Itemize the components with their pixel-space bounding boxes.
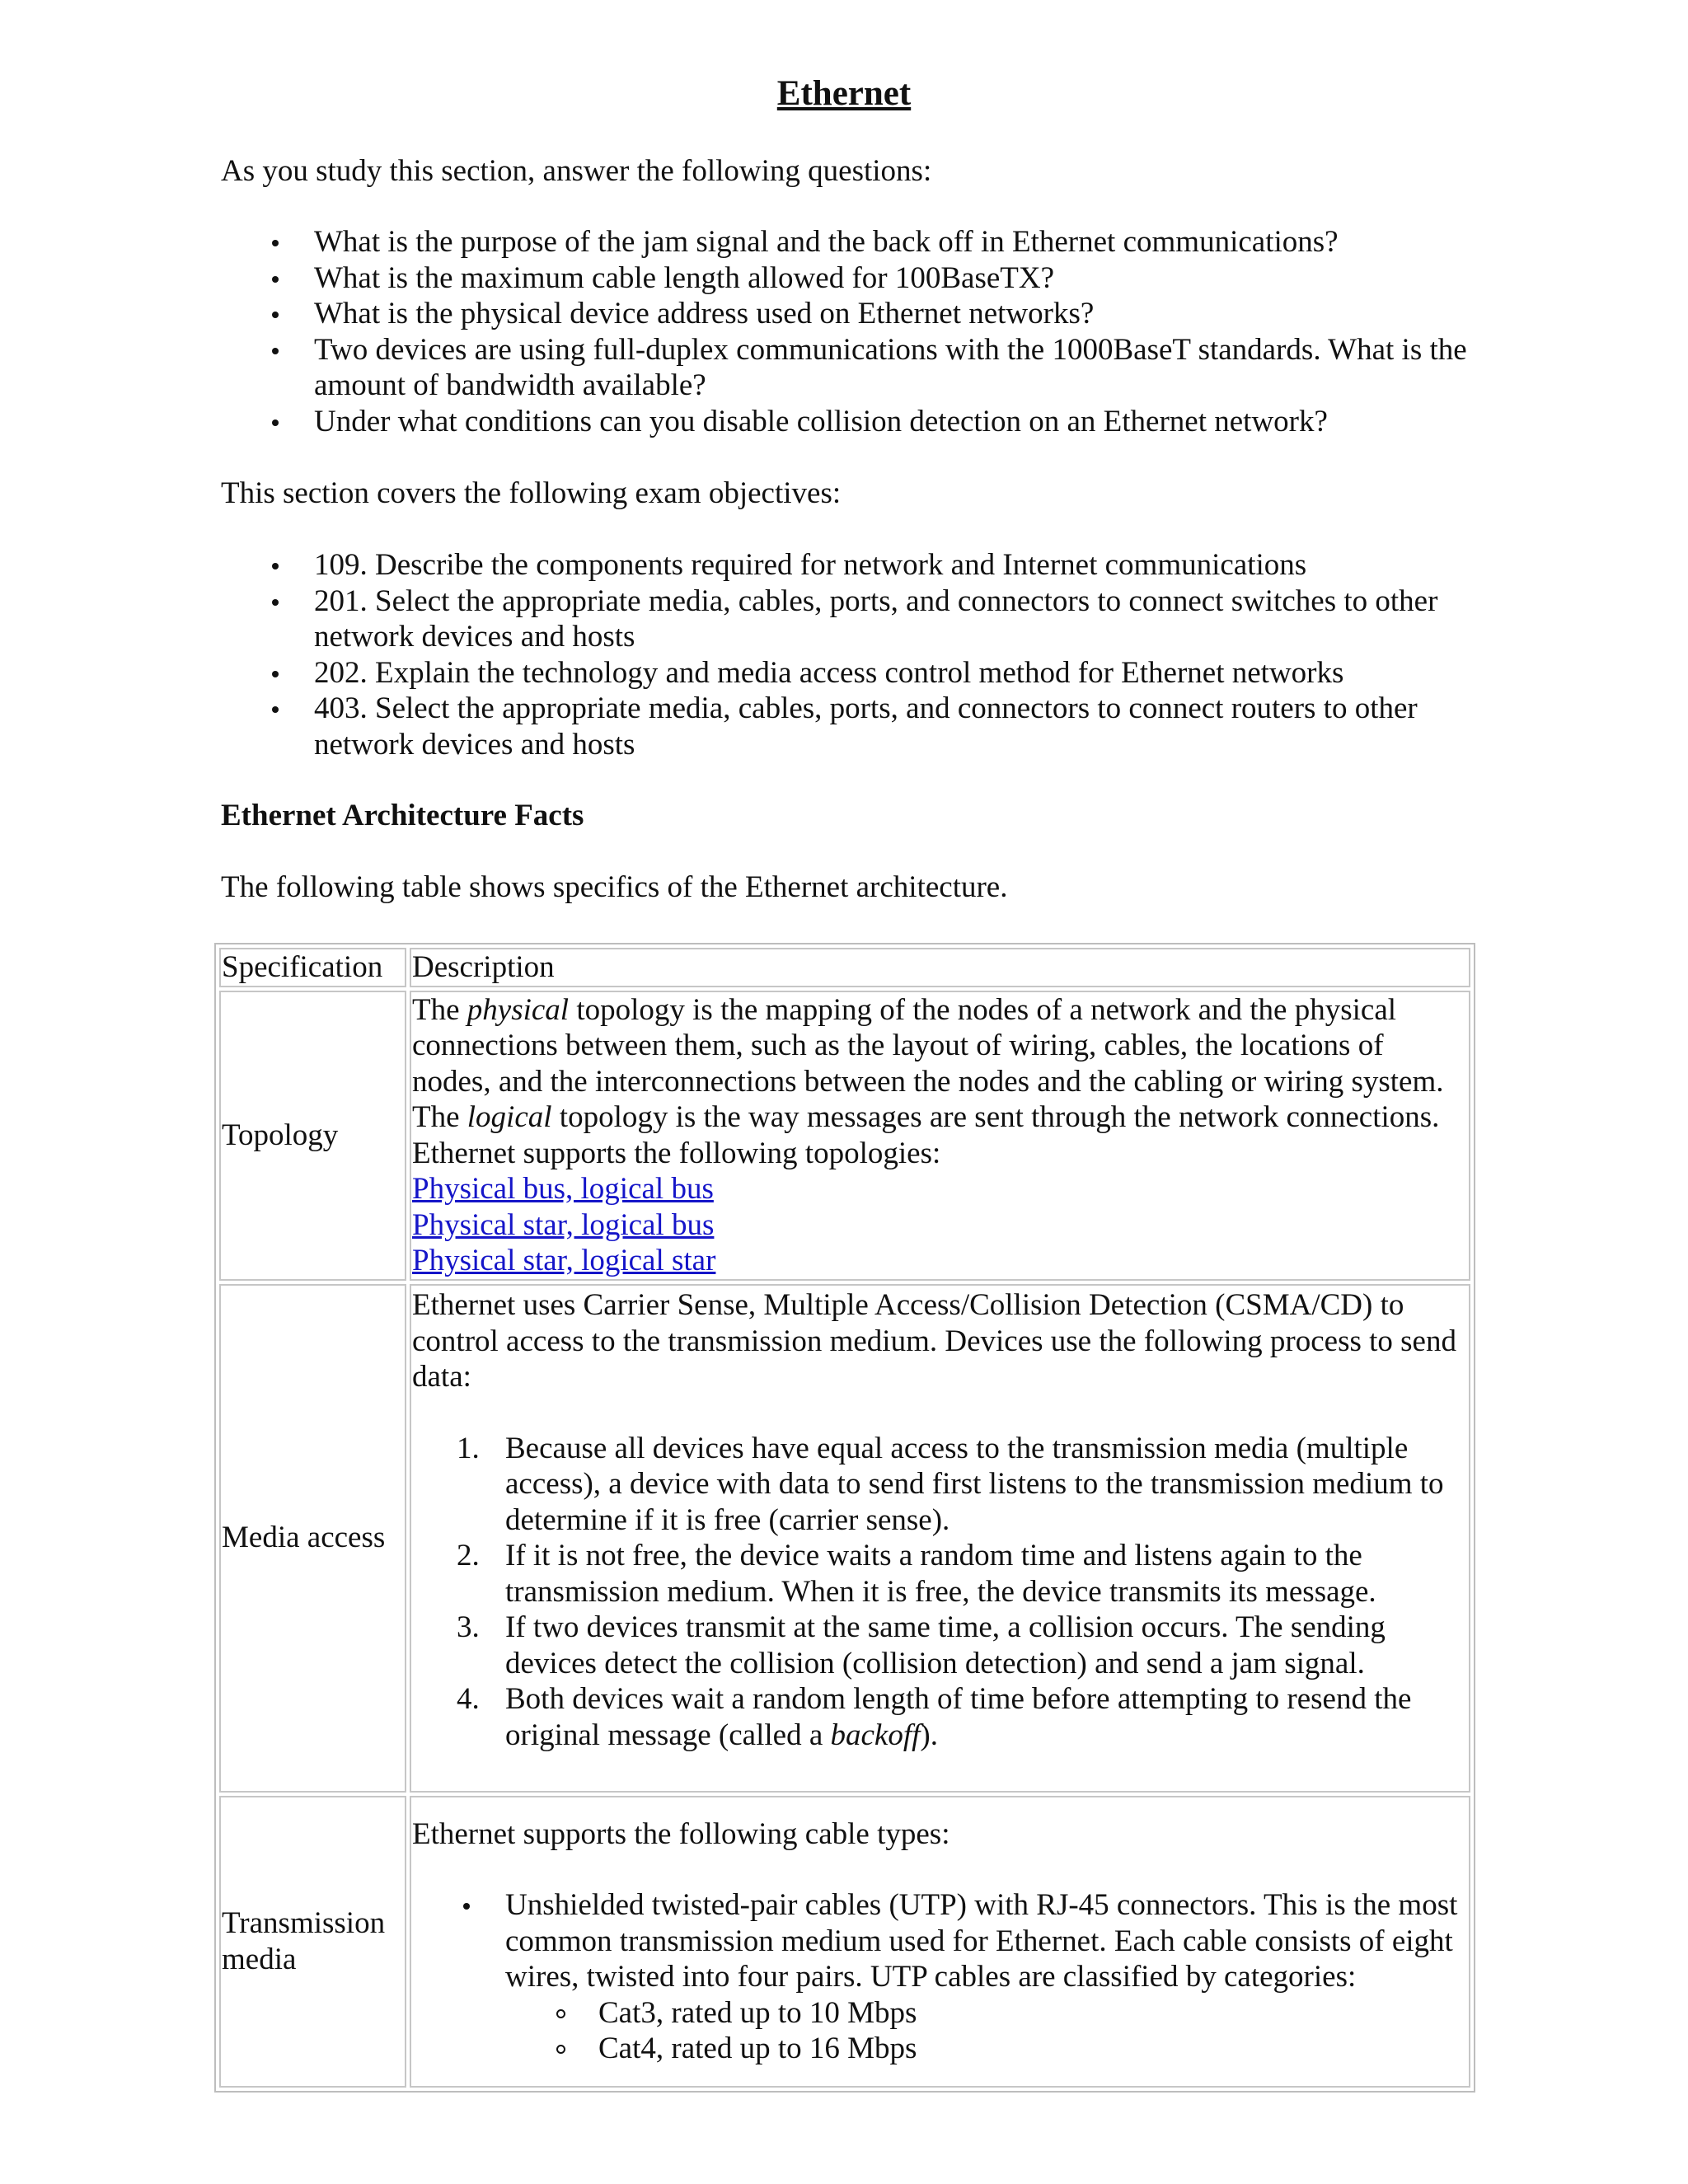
- cable-type-item: Unshielded twisted-pair cables (UTP) with RJ-45 connectors. This is the most common transmission medium used for Ethernet. Each cable consists of eight wires, twisted into four pairs. UTP cables are classified by categories: Cat3, rated up to 10 Mbps Cat4, rated up to 16 Mbps: [412, 1887, 1468, 2067]
- objective-list: [221, 547, 1507, 762]
- spec-topology: Topology: [219, 991, 406, 1281]
- question-item: What is the physical device address used on Ethernet networks?: [221, 296, 1507, 332]
- link-physical-star-logical-star[interactable]: Physical star, logical star: [412, 1244, 716, 1277]
- header-spec: Specification: [219, 948, 406, 987]
- media-access-intro: Ethernet uses Carrier Sense, Multiple Access/Collision Detection (CSMA/CD) to control access to the transmission medium. Devices use the following process to send data:: [412, 1288, 1456, 1394]
- objective-item: 202. Explain the technology and media access control method for Ethernet networks: [221, 655, 1507, 691]
- objective-item: 109. Describe the components required for network and Internet communications: [221, 547, 1507, 583]
- desc-transmission-media: [410, 1796, 1470, 2088]
- category-item: Cat3, rated up to 10 Mbps: [505, 1995, 1468, 2032]
- desc-media-access: [410, 1284, 1470, 1793]
- header-desc: Description: [410, 948, 1470, 987]
- step-item: 1. Because all devices have equal access to the transmission media (multiple access), a device with data to send first listens to the transmission medium to determine if it is free (carrier sense).: [457, 1431, 1444, 1537]
- transmission-intro: Ethernet supports the following cable types:: [412, 1816, 950, 1851]
- topology-text: The physical topology is the mapping of the nodes of a network and the physical connections between them, such as the layout of wiring, cables, the locations of nodes, and the interconnections between the nodes and the cabling or wiring system. The logical topology is the way messages are sent through the network connections. Ethernet supports the following topologies:: [412, 992, 1444, 1170]
- intro-text: As you study this section, answer the following questions:: [221, 154, 932, 188]
- category-item: Cat4, rated up to 16 Mbps: [505, 2031, 1468, 2067]
- question-item: What is the purpose of the jam signal and the back off in Ethernet communications?: [221, 224, 1507, 260]
- step-item: 2. If it is not free, the device waits a random time and listens again to the transmission medium. When it is free, the device transmits its message.: [457, 1539, 1376, 1609]
- link-physical-star-logical-bus[interactable]: Physical star, logical bus: [412, 1207, 715, 1242]
- link-physical-bus-logical-bus[interactable]: Physical bus, logical bus: [412, 1172, 714, 1206]
- facts-heading: Ethernet Architecture Facts: [221, 799, 584, 832]
- question-item: Under what conditions can you disable collision detection on an Ethernet network?: [221, 404, 1507, 440]
- table-row-media-access: [219, 1284, 1470, 1793]
- table-header-row: [219, 948, 1470, 987]
- ethernet-facts-table: [214, 943, 1475, 2093]
- page-title: Ethernet: [776, 74, 912, 113]
- csma-cd-steps: [412, 1431, 1468, 1754]
- table-row-topology: [219, 991, 1470, 1281]
- step-item: 4. Both devices wait a random length of time before attempting to resend the original message (called a backoff).: [457, 1682, 1412, 1752]
- question-item: What is the maximum cable length allowed for 100BaseTX?: [221, 260, 1507, 297]
- table-intro: The following table shows specifics of the Ethernet architecture.: [221, 870, 1008, 904]
- spec-transmission-media: Transmission media: [219, 1796, 406, 2088]
- desc-topology: [410, 991, 1470, 1281]
- step-item: 3. If two devices transmit at the same time, a collision occurs. The sending devices detect the collision (collision detection) and send a jam signal.: [457, 1610, 1386, 1680]
- utp-category-list: [505, 1995, 1468, 2067]
- spec-media-access: Media access: [219, 1284, 406, 1793]
- question-list: [221, 224, 1507, 439]
- objectives-intro: This section covers the following exam objectives:: [221, 476, 842, 510]
- cable-type-list: [412, 1887, 1468, 2067]
- objective-item: 403. Select the appropriate media, cables, ports, and connectors to connect routers to other network devices and hosts: [221, 691, 1507, 762]
- table-row-transmission: [219, 1796, 1470, 2088]
- question-item: Two devices are using full-duplex communications with the 1000BaseT standards. What is the amount of bandwidth available?: [221, 332, 1507, 404]
- objective-item: 201. Select the appropriate media, cables, ports, and connectors to connect switches to other network devices and hosts: [221, 583, 1507, 655]
